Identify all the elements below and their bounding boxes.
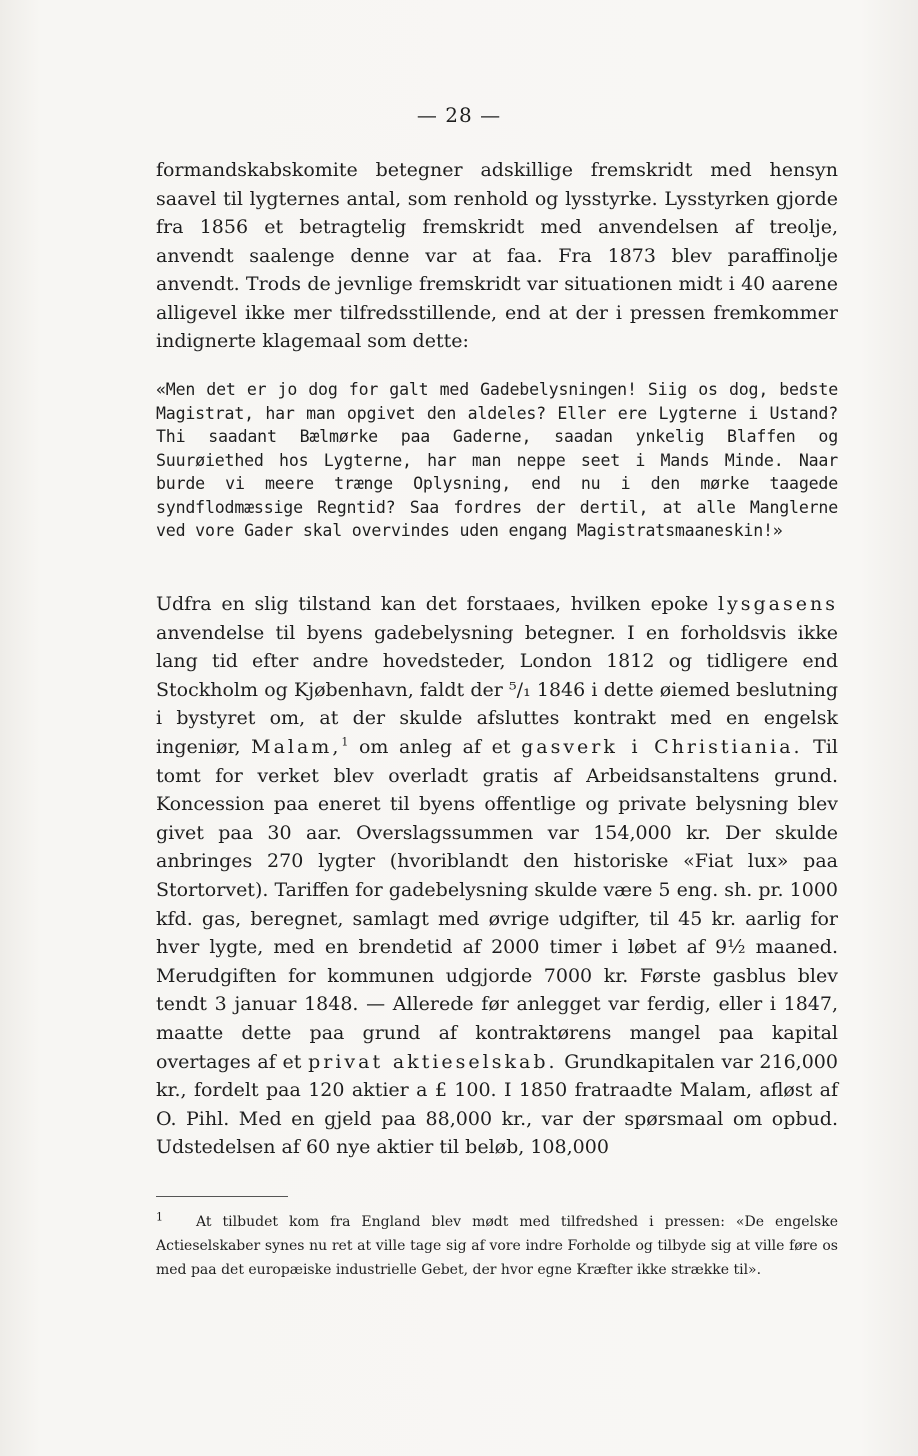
- footnote-text: At tilbudet kom fra England blev mødt med tilfredshed i pressen: «De engelske Actieselskaber synes nu ret at ville tage sig af vore indre Forholde og tilbyde sig at ville føre os med paa det europæiske industrielle Gebet, der hvor egne Kræfter ikke strække til».: [156, 1214, 838, 1278]
- quoted-letter: «Men det er jo dog for galt med Gadebelysningen! Siig os dog, bedste Magistrat, har man opgivet den aldeles? Eller ere Lygterne i Ustand? Thi saadant Bælmørke paa Gaderne, saadan ynkelig Blaffen og Suurøiethed hos Lygterne, har man neppe seet i Mands Minde. Naar burde vi meere trænge Oplysning, end nu i den mørke taagede syndflodmæssige Regntid? Saa fordres der dertil, at alle Manglerne ved vore Gader skal overvindes uden engang Magistratsmaaneskin!»: [156, 380, 838, 540]
- footnote-reference: 1: [341, 735, 349, 749]
- footnote: [156, 1210, 838, 1282]
- paragraph-1: formandskabskomite betegner adskillige fremskridt med hensyn saavel til lygternes antal, som renhold og lysstyrke. Lysstyrken gjorde fra 1856 et betragtelig fremskridt med anvendelsen af treolje, anvendt saalenge denne var at faa. Fra 1873 blev paraffinolje anvendt. Trods de jevnlige fremskridt var situationen midt i 40 aarene alligevel ikke mer tilfredsstillende, end at der i pressen fremkommer indignerte klagemaal som dette:: [156, 159, 838, 352]
- paragraph-2: [156, 590, 838, 1162]
- paragraph-2-text: Til tomt for verket blev overladt gratis af Arbeidsanstaltens grund. Koncession paa eneret til byens offentlige og private belysning blev givet paa 30 aar. Overslagssummen var 154,000 kr. Der skulde anbringes 270 lygter (hvoriblandt den historiske «Fiat lux» paa Stortorvet). Tariffen for gadebelysning skulde være 5 eng. sh. pr. 1000 kfd. gas, beregnet, samlagt med øvrige udgifter, til 45 kr. aarlig for hver lygte, med en brendetid af 2000 timer i løbet af 9½ maaned. Merudgiften for kommunen udgjorde 7000 kr. Første gasblus blev tendt 3 januar 1848. — Allerede før anlegget var ferdig, eller i 1847, maatte dette paa grund af kontraktørens mangel paa kapital overtages af et: [156, 735, 838, 1073]
- date-fraction: ⁵/₁: [509, 678, 531, 701]
- emphasis-lysgasens: lysgasens: [717, 593, 838, 615]
- page-number: — 28 —: [416, 103, 502, 127]
- emphasis-aktieselskab: privat aktieselskab.: [308, 1050, 558, 1073]
- paragraph-2-text: anvendelse til byens gadebelysning betegner. I en forholdsvis ikke lang tid efter andre hovedsteder, London 1812 og tidligere end Stockholm og Kjøbenhavn, faldt der: [156, 621, 838, 701]
- footnote-mark: 1: [156, 1210, 163, 1224]
- footnote-divider: [156, 1196, 288, 1197]
- paragraph-2-text: om anleg af et: [348, 735, 522, 758]
- paragraph-2-text: Grundkapitalen var 216,000 kr., fordelt paa 120 aktier a £ 100. I 1850 fratraadte Malam, afløst af O. Pihl. Med en gjeld paa 88,000 kr., var der spørsmaal om opbud. Udstedelsen af 60 nye aktier til beløb, 108,000: [156, 1050, 838, 1159]
- emphasis-malam: Malam,: [251, 735, 342, 758]
- emphasis-gasverk: gasverk i Christiania.: [521, 735, 803, 758]
- paragraph-2-text: 1846 i dette øiemed beslutning i bystyret om, at der skulde afsluttes kontrakt med en engelsk ingeniør,: [156, 678, 838, 758]
- paragraph-2-text: Udfra en slig tilstand kan det forstaaes, hvilken epoke: [156, 593, 718, 615]
